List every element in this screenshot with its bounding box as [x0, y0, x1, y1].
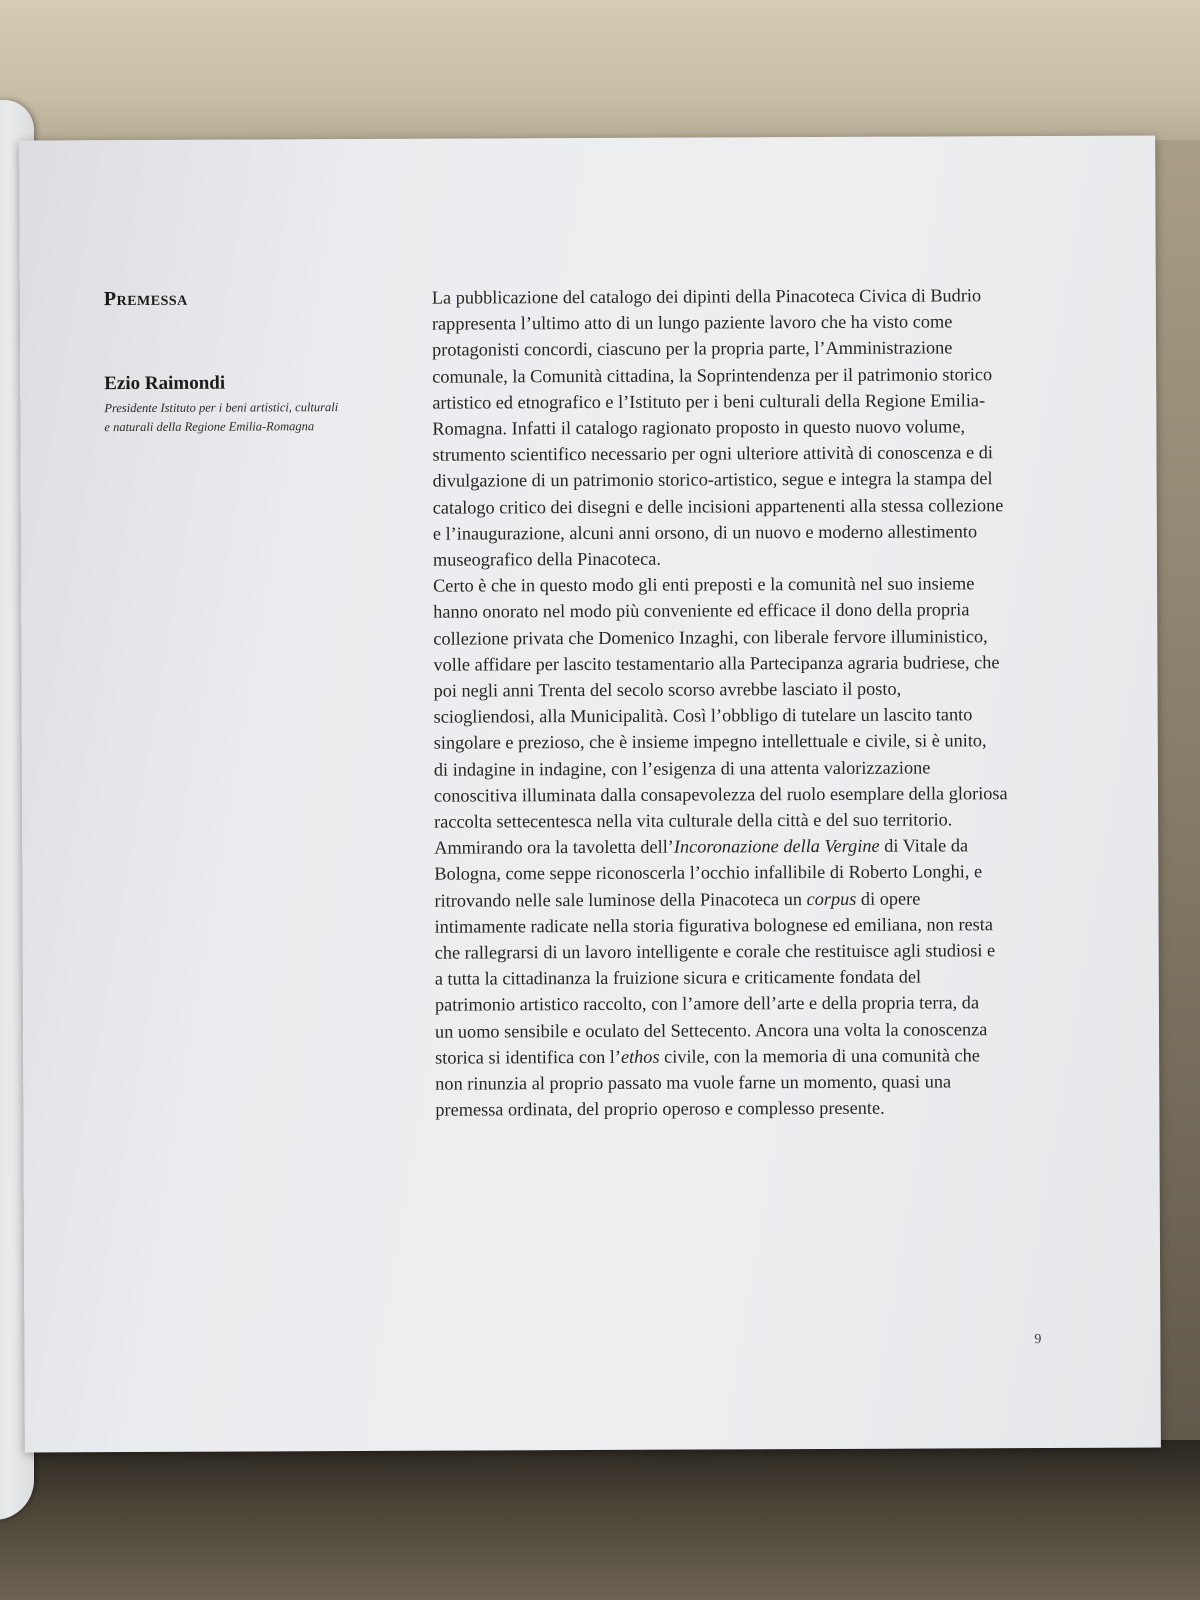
text-line: Romagna. Infatti il catalogo ragionato proposto in questo nuovo volume, [432, 416, 966, 439]
text-line: poi negli anni Trenta del secolo scorso avrebbe lasciato il posto, [433, 678, 902, 701]
text-run: storica si identifica con l’ [435, 1046, 621, 1068]
text-line: La pubblicazione del catalogo dei dipinti della Pinacoteca Civica di Budrio [431, 285, 982, 308]
text-line: raccolta settecentesca nella vita culturale della città e del suo territorio. [434, 809, 953, 832]
sidebar-column [104, 287, 385, 437]
text-line: patrimonio artistico raccolto, con l’amore dell’arte e della propria terra, da [434, 992, 980, 1016]
text-line: conoscitiva illuminata dalla consapevolezza del ruolo esemplare della gloriosa [433, 783, 1008, 806]
text-run: civile, con la memoria di una comunità che [659, 1045, 980, 1067]
text-line: divulgazione di un patrimonio storico-artistico, segue e integra la stampa del [432, 468, 993, 492]
table-surface-top [0, 0, 1200, 140]
text-run: Ammirando ora la tavoletta dell’ [434, 836, 674, 858]
latin-term: corpus [806, 888, 857, 909]
text-line: hanno onorato nel modo più conveniente ed efficace il dono della propria [433, 599, 970, 623]
author-role-line-2: e naturali della Regione Emilia-Romagna [104, 419, 315, 435]
text-line [435, 1042, 1075, 1071]
text-line: intimamente radicate nella storia figurativa bolognese ed emiliana, non resta [434, 914, 994, 937]
text-line: a tutta la cittadinanza la fruizione sicura e criticamente fondata del [434, 966, 922, 989]
text-line: volle affidare per lascito testamentario alla Partecipanza agraria budriese, che [433, 652, 1000, 675]
artwork-title: Incoronazione della Vergine [673, 836, 880, 857]
book-page [19, 136, 1161, 1453]
text-line [434, 832, 1074, 861]
text-run: di opere [856, 888, 921, 909]
text-line: singolare e prezioso, che è insieme impegno intellettuale e civile, si è unito, [433, 730, 987, 754]
text-run: ritrovando nelle sale luminose della Pinacoteca un [434, 888, 807, 911]
text-line: Bologna, come seppe riconoscerla l’occhio infallibile di Roberto Longhi, e [434, 861, 983, 885]
author-name: Ezio Raimondi [104, 372, 226, 395]
text-line: sciogliendosi, alla Municipalità. Così l’obbligo di tutelare un lascito tanto [433, 704, 973, 727]
text-line: protagonisti concordi, ciascuno per la propria parte, l’Amministrazione [432, 337, 953, 361]
page-number: 9 [1034, 1332, 1042, 1348]
section-title: Premessa [103, 287, 188, 311]
text-line: premessa ordinata, del proprio operoso e complesso presente. [435, 1098, 885, 1120]
author-role [104, 398, 374, 437]
text-line: comunale, la Comunità cittadina, la Soprintendenza per il patrimonio storico [432, 363, 993, 387]
text-line: catalogo critico dei disegni e delle incisioni appartenenti alla stessa collezione [432, 494, 1004, 518]
body-text [432, 282, 1076, 1123]
text-line: e l’inaugurazione, alcuni anni orsono, di un nuovo e moderno allestimento [432, 521, 978, 544]
text-line: un uomo sensibile e oculato del Settecento. Ancora una volta la conoscenza [434, 1018, 988, 1042]
paragraph-1 [432, 282, 1073, 573]
text-line: strumento scientifico necessario per ogni ulteriore attività di conoscenza e di [432, 442, 993, 465]
author-role-line-1: Presidente Istituto per i beni artistici, culturali [104, 400, 339, 416]
text-line: museografico della Pinacoteca. [432, 548, 661, 570]
text-line [434, 885, 1074, 914]
text-line: non rinunzia al proprio passato ma vuole farne un momento, quasi una [435, 1071, 952, 1094]
table-surface-bottom [0, 1440, 1200, 1600]
greek-term: ethos [620, 1046, 660, 1067]
text-line: collezione privata che Domenico Inzaghi, con liberale fervore illuministico, [433, 625, 988, 649]
text-line: che rallegrarsi di un lavoro intelligente e corale che restituisce agli studiosi e [434, 940, 996, 963]
paragraph-2 [433, 570, 1075, 1123]
text-line: rappresenta l’ultimo atto di un lungo paziente lavoro che ha visto come [431, 311, 953, 334]
text-run: di Vitale da [879, 835, 969, 857]
text-line: Certo è che in questo modo gli enti preposti e la comunità nel suo insieme [433, 573, 975, 596]
text-line: artistico ed etnografico e l’Istituto per i beni culturali della Regione Emilia- [432, 390, 986, 413]
text-line: di indagine in indagine, con l’esigenza di una attenta valorizzazione [433, 757, 931, 780]
